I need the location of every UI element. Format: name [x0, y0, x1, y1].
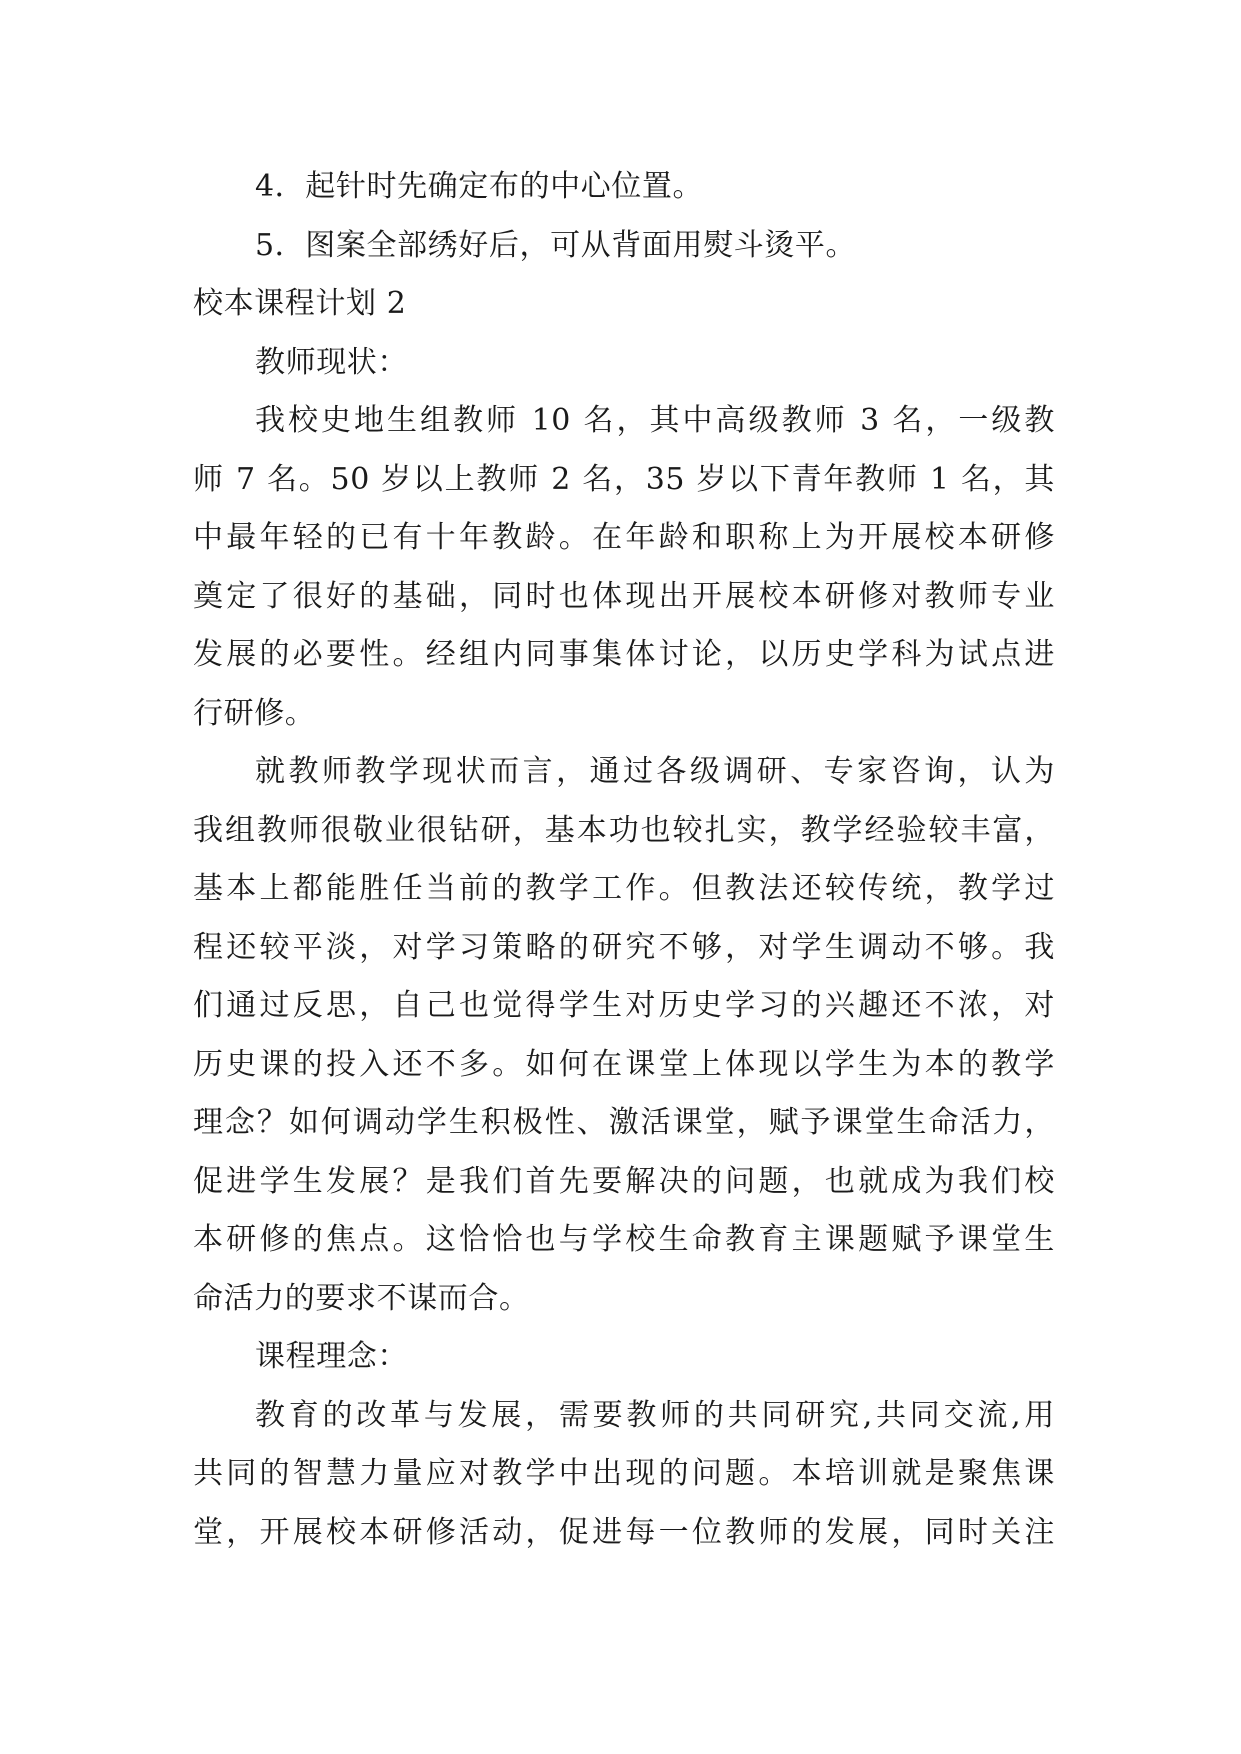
text-line: 理念？如何调动学生积极性、激活课堂，赋予课堂生命活力， — [193, 1105, 1055, 1140]
text-line: 历史课的投入还不多。如何在课堂上体现以学生为本的教学 — [193, 1046, 1055, 1082]
text-line: 教育的改革与发展，需要教师的共同研究,共同交流,用 — [255, 1397, 1055, 1433]
text-line: 4．起针时先确定布的中心位置。 — [255, 169, 704, 204]
text-line: 基本上都能胜任当前的教学工作。但教法还较传统，教学过 — [193, 871, 1055, 906]
text-line: 中最年轻的已有十年教龄。在年龄和职称上为开展校本研修 — [193, 520, 1055, 555]
document-page — [193, 158, 1055, 1562]
text-line: 命活力的要求不谋而合。 — [193, 1280, 530, 1316]
section-heading: 校本课程计划 2 — [193, 286, 407, 321]
text-line: 我组教师很敬业很钻研，基本功也较扎实，教学经验较丰富， — [193, 812, 1055, 848]
text-line: 堂，开展校本研修活动，促进每一位教师的发展，同时关注 — [193, 1514, 1055, 1550]
text-line: 们通过反思，自己也觉得学生对历史学习的兴趣还不浓，对 — [193, 988, 1055, 1023]
subsection-heading: 课程理念： — [255, 1339, 408, 1374]
text-line: 共同的智慧力量应对教学中出现的问题。本培训就是聚焦课 — [193, 1456, 1055, 1491]
text-line: 师 7 名。50 岁以上教师 2 名，35 岁以下青年教师 1 名，其 — [193, 461, 1055, 497]
text-line: 程还较平淡，对学习策略的研究不够，对学生调动不够。我 — [193, 929, 1055, 965]
text-line: 奠定了很好的基础，同时也体现出开展校本研修对教师专业 — [193, 578, 1055, 614]
text-line: 促进学生发展？是我们首先要解决的问题，也就成为我们校 — [193, 1163, 1055, 1199]
text-line: 5．图案全部绣好后，可从背面用熨斗烫平。 — [255, 227, 857, 263]
text-line: 本研修的焦点。这恰恰也与学校生命教育主课题赋予课堂生 — [193, 1222, 1055, 1257]
text-line: 发展的必要性。经组内同事集体讨论，以历史学科为试点进 — [193, 637, 1055, 672]
subsection-heading: 教师现状： — [255, 344, 408, 380]
text-line: 我校史地生组教师 10 名，其中高级教师 3 名，一级教 — [255, 403, 1055, 438]
text-line: 就教师教学现状而言，通过各级调研、专家咨询，认为 — [255, 754, 1055, 789]
text-line: 行研修。 — [193, 695, 316, 731]
